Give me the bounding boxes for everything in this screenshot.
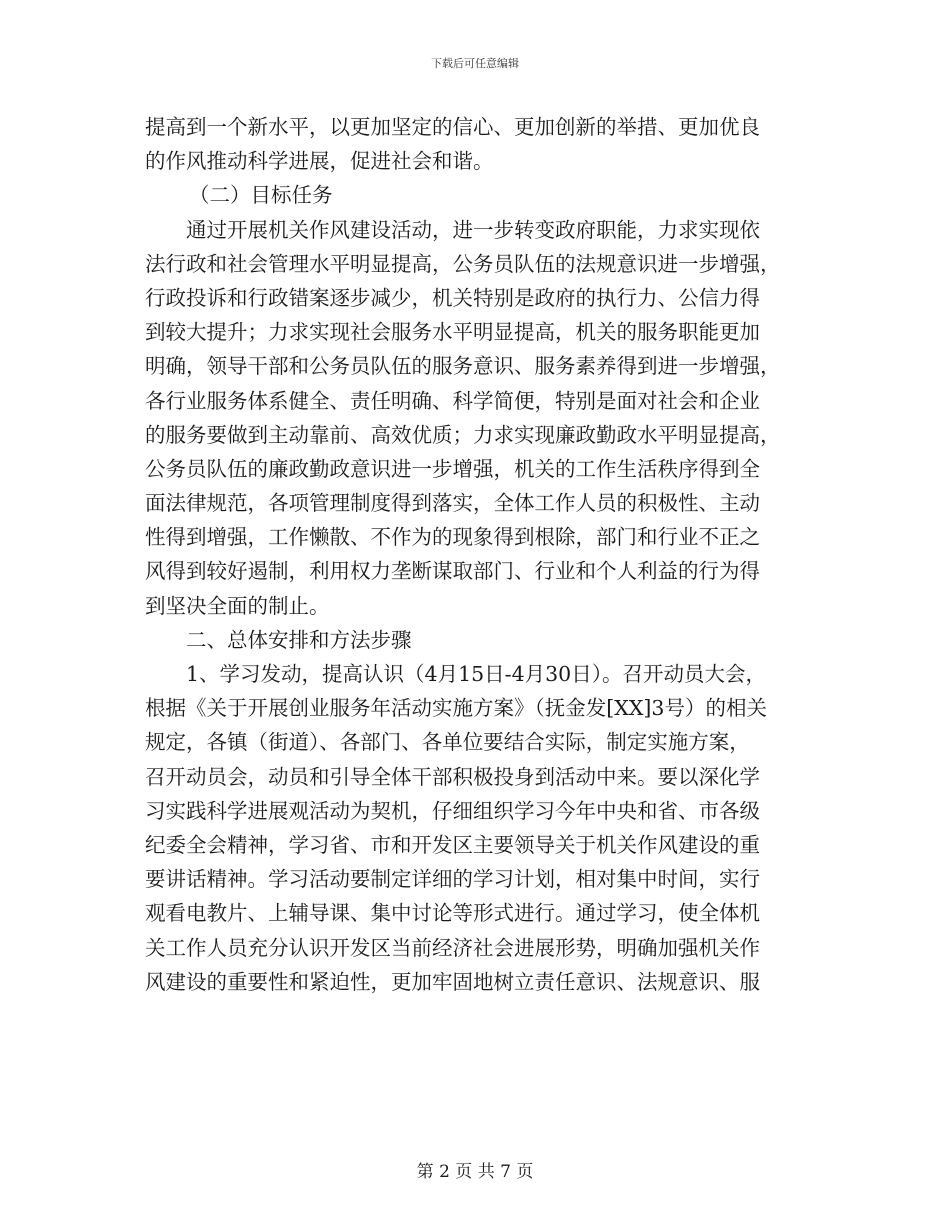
text-line: 法行政和社会管理水平明显提高，公务员队伍的法规意识进一步增强，	[145, 251, 781, 276]
text-line: 风建设的重要性和紧迫性，更加牢固地树立责任意识、法规意识、服	[145, 969, 760, 994]
text-line: 习实践科学进展观活动为契机，仔细组织学习今年中央和省、市各级	[145, 798, 760, 823]
text-line: 到较大提升；力求实现社会服务水平明显提高，机关的服务职能更加	[145, 320, 760, 345]
text-line: 各行业服务体系健全、责任明确、科学简便，特别是面对社会和企业	[145, 388, 760, 413]
page-footer: 第 2 页 共 7 页	[416, 1162, 534, 1182]
page-header: 下载后可任意编辑	[431, 57, 519, 70]
text-line: 要讲话精神。学习活动要制定详细的学习计划，相对集中时间，实行	[145, 867, 760, 892]
text-line: 根据《关于开展创业服务年活动实施方案》（抚金发[XX]3号）的相关	[145, 696, 767, 721]
text-line: 关工作人员充分认识开发区当前经济社会进展形势，明确加强机关作	[145, 935, 760, 960]
section-heading: 二、总体安排和方法步骤	[186, 627, 412, 652]
text-line: 明确，领导干部和公务员队伍的服务意识、服务素养得到进一步增强，	[145, 354, 781, 379]
text-line: 面法律规范，各项管理制度得到落实，全体工作人员的积极性、主动	[145, 491, 760, 516]
text-line: 1、学习发动，提高认识（4月15日-4月30日）。召开动员大会，	[186, 662, 766, 686]
text-line: 通过开展机关作风建设活动，进一步转变政府职能，力求实现依	[186, 217, 760, 242]
section-heading: （二）目标任务	[189, 183, 333, 208]
text-line: 的服务要做到主动靠前、高效优质；力求实现廉政勤政水平明显提高，	[145, 422, 781, 447]
document-body	[145, 110, 805, 999]
text-line: 的作风推动科学进展，促进社会和谐。	[145, 149, 494, 174]
text-line: 到坚决全面的制止。	[145, 593, 330, 618]
text-line: 召开动员会，动员和引导全体干部积极投身到活动中来。要以深化学	[145, 764, 760, 789]
text-line: 风得到较好遏制，利用权力垄断谋取部门、行业和个人利益的行为得	[145, 559, 760, 584]
text-line: 行政投诉和行政错案逐步减少，机关特别是政府的执行力、公信力得	[145, 285, 760, 310]
text-line: 公务员队伍的廉政勤政意识进一步增强，机关的工作生活秩序得到全	[145, 456, 760, 481]
text-line: 观看电教片、上辅导课、集中讨论等形式进行。通过学习，使全体机	[145, 901, 760, 926]
text-line: 规定，各镇（街道）、各部门、各单位要结合实际，制定实施方案，	[145, 730, 750, 755]
text-line: 提高到一个新水平，以更加坚定的信心、更加创新的举措、更加优良	[145, 115, 760, 139]
text-line: 性得到增强，工作懒散、不作为的现象得到根除，部门和行业不正之	[145, 525, 760, 550]
text-line: 纪委全会精神，学习省、市和开发区主要领导关于机关作风建设的重	[145, 832, 760, 857]
